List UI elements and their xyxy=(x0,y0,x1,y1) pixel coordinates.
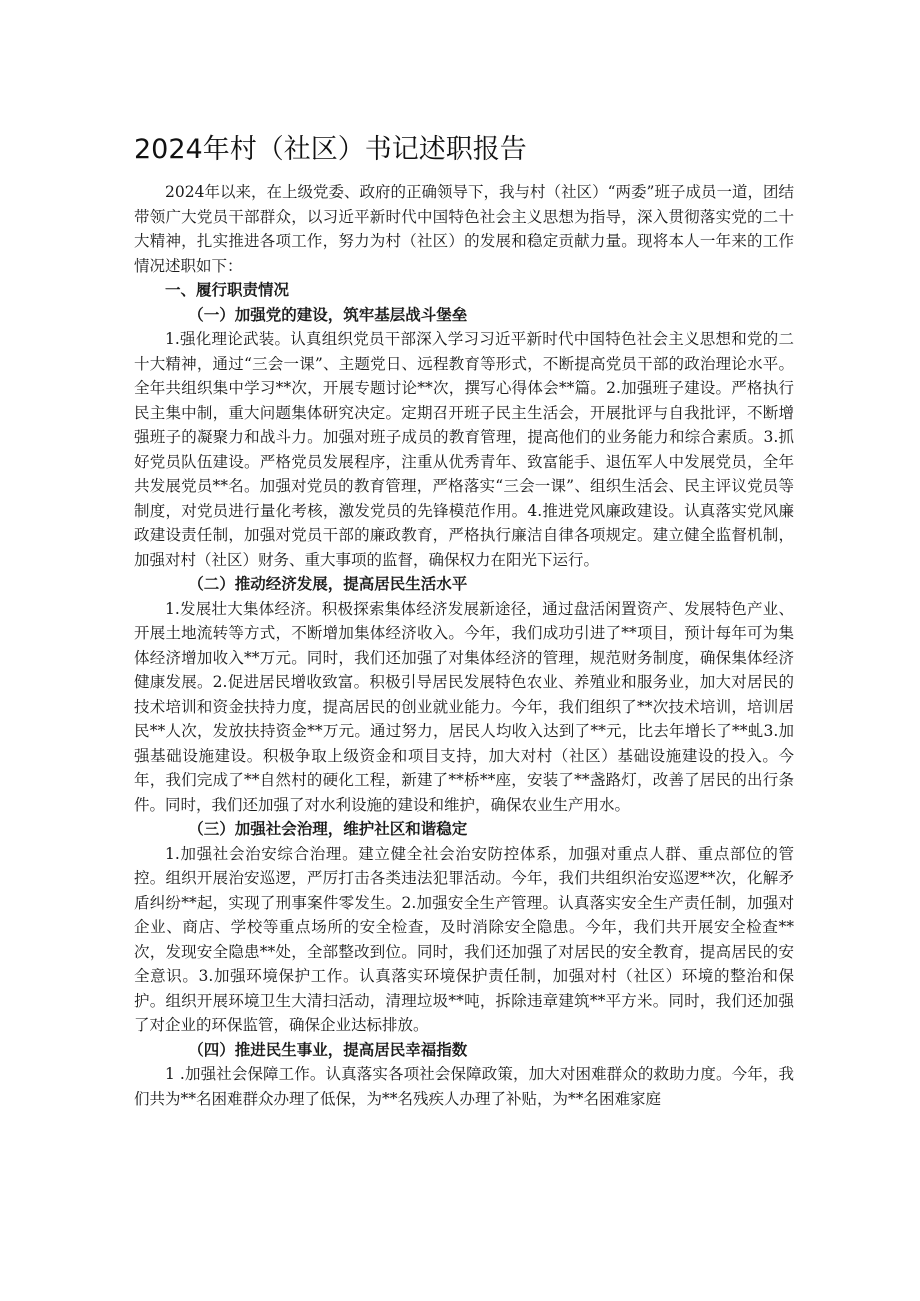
section-heading-duties: 一、履行职责情况 xyxy=(165,281,290,299)
subsection-heading-party-building: （一）加强党的建设，筑牢基层战斗堡垒 xyxy=(188,305,468,324)
subsection-heading-economy: （二）推动经济发展，提高居民生活水平 xyxy=(188,575,468,593)
document-body xyxy=(134,180,794,1111)
document-title: 2024年村（社区）书记述职报告 xyxy=(134,134,527,165)
livelihood-paragraph: 1 .加强社会保障工作。认真落实各项社会保障政策，加大对困难群众的救助力度。今年，我们共为**名困难群众办理了低保，为**名残疾人办理了补贴，为**名困难家庭 xyxy=(134,1065,794,1108)
economy-paragraph: 1.发展壮大集体经济。积极探索集体经济发展新途径，通过盘活闲置资产、发展特色产业、开展土地流转等方式，不断增加集体经济收入。今年，我们成功引进了**项目，预计每年可为集体经济增加收入**万元。同时，我们还加强了对集体经济的管理，规范财务制度，确保集体经济健康发展。2.促进居民增收致富。积极引导居民发展特色农业、养殖业和服务业，加大对居民的技术培训和资金扶持力度，提高居民的创业就业能力。今年，我们组织了**次技术培训，培训居民**人次，发放扶持资金**万元。通过努力，居民人均收入达到了**元，比去年增长了**虬3.加强基础设施建设。积极争取上级资金和项目支持，加大对村（社区）基础设施建设的投入。今年，我们完成了**自然村的硬化工程，新建了**桥**座，安装了**盏路灯，改善了居民的出行条件。同时，我们还加强了对水利设施的建设和维护，确保农业生产用水。 xyxy=(134,599,794,814)
intro-paragraph: 2024年以来，在上级党委、政府的正确领导下，我与村（社区）“两委”班子成员一道，团结带领广大党员干部群众，以习近平新时代中国特色社会主义思想为指导，深入贯彻落实党的二十大精神，扎实推进各项工作，努力为村（社区）的发展和稳定贡献力量。现将本人一年来的工作情况述职如下： xyxy=(134,183,794,275)
party-building-paragraph: 1.强化理论武装。认真组织党员干部深入学习习近平新时代中国特色社会主义思想和党的二十大精神，通过“三会一课”、主题党日、远程教育等形式，不断提高党员干部的政治理论水平。全年共组织集中学习**次，开展专题讨论**次，撰写心得体会**篇。2.加强班子建设。严格执行民主集中制，重大问题集体研究决定。定期召开班子民主生活会，开展批评与自我批评，不断增强班子的凝聚力和战斗力。加强对班子成员的教育管理，提高他们的业务能力和综合素质。3.抓好党员队伍建设。严格党员发展程序，注重从优秀青年、致富能手、退伍军人中发展党员，全年共发展党员**名。加强对党员的教育管理，严格落实“三会一课”、组织生活会、民主评议党员等制度，对党员进行量化考核，激发党员的先锋模范作用。4.推进党风廉政建设。认真落实党风廉政建设责任制，加强对党员干部的廉政教育，严格执行廉洁自律各项规定。建立健全监督机制，加强对村（社区）财务、重大事项的监督，确保权力在阳光下运行。 xyxy=(134,330,794,569)
subsection-heading-governance: （三）加强社会治理，维护社区和谐稳定 xyxy=(188,820,468,838)
subsection-heading-livelihood: （四）推进民生事业，提高居民幸福指数 xyxy=(188,1040,468,1059)
governance-paragraph: 1.加强社会治安综合治理。建立健全社会治安防控体系，加强对重点人群、重点部位的管控。组织开展治安巡逻，严厉打击各类违法犯罪活动。今年，我们共组织治安巡逻**次，化解矛盾纠纷**起，实现了刑事案件零发生。2.加强安全生产管理。认真落实安全生产责任制，加强对企业、商店、学校等重点场所的安全检查，及时消除安全隐患。今年，我们共开展安全检查**次，发现安全隐患**处，全部整改到位。同时，我们还加强了对居民的安全教育，提高居民的安全意识。3.加强环境保护工作。认真落实环境保护责任制，加强对村（社区）环境的整治和保护。组织开展环境卫生大清扫活动，清理垃圾**吨，拆除违章建筑**平方米。同时，我们还加强了对企业的环保监管，确保企业达标排放。 xyxy=(134,844,794,1034)
